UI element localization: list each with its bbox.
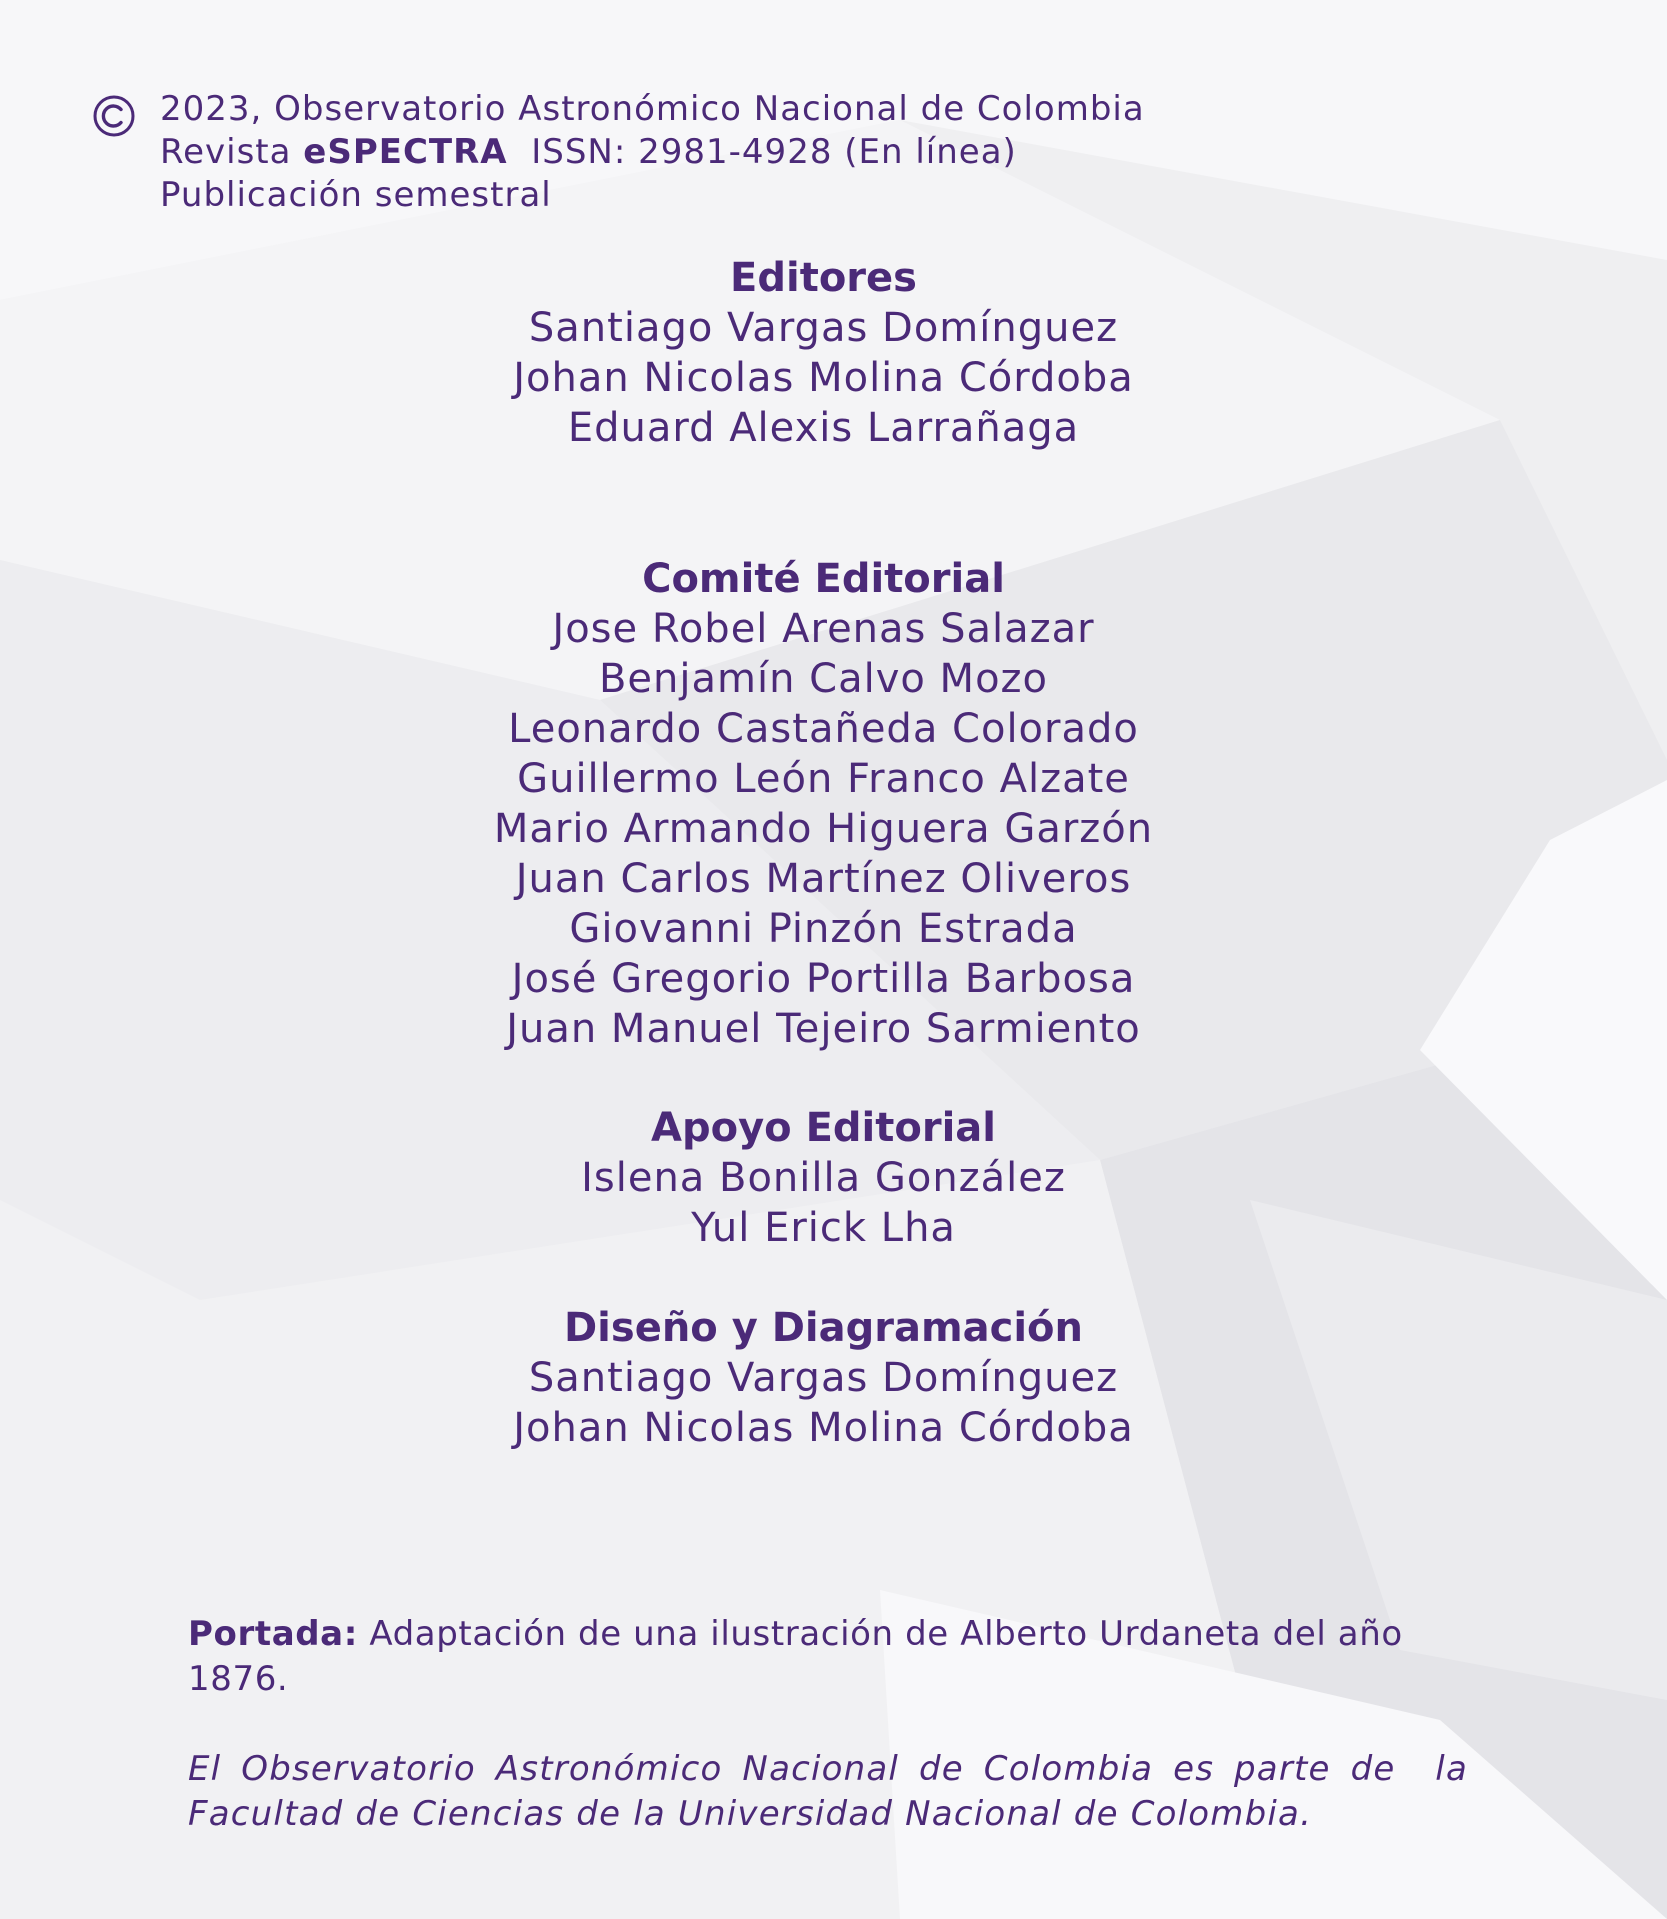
editor-name: Santiago Vargas Domínguez (528, 305, 1119, 351)
journal-issn-line (160, 131, 1360, 174)
journal-name: eSPECTRA (303, 132, 508, 172)
copyright-text (160, 88, 1360, 217)
committee-member: José Gregorio Portilla Barbosa (511, 956, 1136, 1002)
section-title-comite: Comité Editorial (642, 556, 1005, 602)
editores-section (0, 253, 1647, 453)
issn: ISSN: 2981-4928 (En línea) (507, 132, 1017, 172)
diseno-section (0, 1303, 1647, 1453)
copyright-icon (92, 94, 136, 138)
comite-section (0, 554, 1647, 1054)
designer-name: Johan Nicolas Molina Córdoba (513, 1405, 1134, 1451)
copyright-line: 2023, Observatorio Astronómico Nacional de Colombia (160, 89, 1145, 129)
support-member: Yul Erick Lha (691, 1205, 956, 1251)
committee-member: Jose Robel Arenas Salazar (552, 606, 1095, 652)
committee-member: Guillermo León Franco Alzate (517, 756, 1130, 802)
publication-frequency: Publicación semestral (160, 175, 552, 215)
section-title-apoyo: Apoyo Editorial (651, 1105, 996, 1151)
cover-credit-text: Adaptación de una ilustración de Alberto Urdaneta del año 1876. (188, 1614, 1403, 1699)
committee-member: Benjamín Calvo Mozo (598, 656, 1049, 702)
journal-prefix: Revista (160, 132, 304, 172)
committee-member: Juan Carlos Martínez Oliveros (515, 856, 1132, 902)
designer-name: Santiago Vargas Domínguez (528, 1355, 1119, 1401)
editor-name: Eduard Alexis Larrañaga (567, 405, 1080, 451)
apoyo-section (0, 1103, 1647, 1253)
institution-note: El Observatorio Astronómico Nacional de Colombia es parte de la Facultad de Ciencias de la Universidad Nacional de Colombia. (188, 1749, 1481, 1834)
cover-credit (188, 1612, 1468, 1702)
committee-member: Mario Armando Higuera Garzón (493, 806, 1154, 852)
cover-credit-label: Portada: (188, 1614, 358, 1654)
section-title-diseno: Diseño y Diagramación (563, 1305, 1084, 1351)
committee-member: Leonardo Castañeda Colorado (508, 706, 1139, 752)
section-title-editores: Editores (730, 255, 917, 301)
support-member: Islena Bonilla González (581, 1155, 1066, 1201)
committee-member: Giovanni Pinzón Estrada (569, 906, 1078, 952)
committee-member: Juan Manuel Tejeiro Sarmiento (506, 1006, 1141, 1052)
editor-name: Johan Nicolas Molina Córdoba (513, 355, 1134, 401)
